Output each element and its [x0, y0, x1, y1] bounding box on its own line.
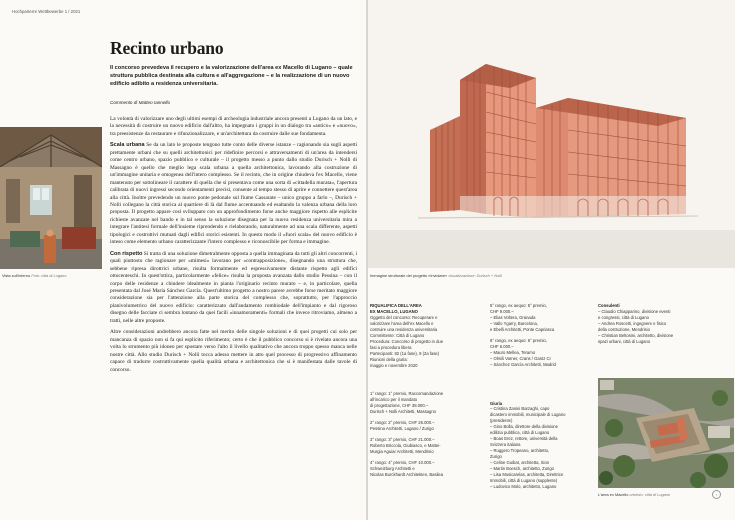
credit-line: maggio e novembre 2020 — [370, 362, 418, 368]
credit-line: Svizzera italiana — [490, 442, 521, 448]
credit-line: – Celine Guibat, architetta, Sion — [490, 460, 550, 466]
credit-line: – Vallo Ygarry, Barcelona, — [490, 320, 538, 326]
credit-line: 5° rango, ex aequo: 5° premio, — [490, 303, 547, 308]
credit-line: Schweizburg Architetti e — [370, 466, 415, 472]
credit-line: spazi urbani, città di Lugano — [598, 338, 651, 344]
credit-line: – Lisa Musicarelas, architetta, Direttrice — [490, 471, 564, 477]
credit-line: 2° rango: 2° premio, CHF 26.000.– — [370, 420, 435, 426]
credit-line: all'incarico per il mandato — [370, 397, 418, 403]
credit-line: – Elias Voltera, Granada — [490, 314, 536, 320]
credit-line: costruire una residenza universitaria — [370, 326, 438, 332]
credit-line: Riunioni della giuria: — [370, 356, 408, 362]
article-byline: Commento di Matteo Iannello — [110, 100, 171, 105]
credit-line: EX MACELLO, LUGANO — [370, 308, 418, 314]
photo-caption: Vista sull'interno Foto: città di Lugano — [2, 273, 67, 278]
body-paragraph: Scala urbana Se da un lato le proposte tengono tutte conto delle diverse istanze – ragionando sia sugli aspetti prettamente urbani che su quelli architettonici per ridefinire percorsi e attraversamenti di un'area da intendersi come centro urbano, spazio pubblico e culturale – il progetto messo a punto dallo studio Durisch + Nolli di Massagno è quello che meglio lega scala urbana a quella architettonica, lavorando alla costruzione di un'immagine unitaria e omogenea dell'intero complesso. Se il recinto, che in origine chiudeva l'ex Macello, viene mantenuto per sottolineare il carattere di quella che si presentava come una sorta di «cittadella murata», l'apertura calibrata di nuovi ingressi secondo orientamenti precisi, consente al tempo stesso di aprire e connettere quest'area alla città. Inoltre prevedendo un nuovo ponte pedonale sul fiume Cassarate – unico gruppo a farlo –, Durisch + Nolli collegano la città storica al quartiere di là dal fiume accentuando ed esaltando la valenza urbana della loro proposta. Il progetto appare così sviluppato con un approfondimento forse anche maggiore rispetto alle esplicite richieste avanzate nel bando e in tal senso la soluzione disegnata per la nuova residenza universitaria mira a integrare l'antitesi formale dell'insieme riprendendo e rielaborando, naturalmente ad una scala differente, aspetti tipologici e costruttivi mutuati dagli edifici storici esistenti. In questo modo il «fuori scala» del nuovo edificio è inteso come elemento urbano caratterizzante l'intero complesso e riconoscibile per forma e immagine. — [110, 142, 357, 246]
render-caption: Immagine strutturale del progetto «Inviolare» visualizzazione: Durisch + Nolli — [370, 273, 502, 278]
credit-line: (presidente) — [490, 418, 513, 424]
credit-line: 4° rango: 4° premio, CHF 10.000.– — [370, 460, 435, 466]
credit-line: – Ludovico Molo, architetto, Lugano — [490, 483, 557, 489]
credit-line: – Gino Bolla, direttore della divisione — [490, 424, 558, 430]
subhead: Scala urbana — [110, 142, 145, 149]
credit-line: – Boas Erez, rettore, università della — [490, 436, 558, 442]
credit-line: valorizzare l'area dell'ex Macello e — [370, 320, 434, 326]
body-paragraph: Altre considerazioni andrebbero ancora fatte nel merito delle singole soluzioni e di quei progetti cui solo per mancanza di spazio non si fa qui esplicito riferimento; certo è che il pubblico concorso si è rivelato ancora una volta lo strumento più idoneo per spostare verso l'alto il livello qualitativo che ancora troppo spesso manca nelle nostre città. Allo studio Durisch + Nolli tocca adesso mettere in atto quel processo di progressivo affinamento capace di tradurre costruttivamente quella qualità urbana e architettonica che si è manifestata dalle tavole di concorso. — [110, 329, 357, 373]
credit-line: Oggetto del concorso: Recuperare e — [370, 314, 438, 320]
credit-line: – Martin Boesch, architetto, Zurigo — [490, 466, 555, 472]
credit-line: 1° rango: 1° premio, Raccomandazione — [370, 391, 444, 397]
credit-line: Consulenti — [598, 303, 620, 308]
running-head: Hochparterre Wettbewerbe 1 / 2021 — [12, 9, 81, 14]
credit-line: Giuria — [490, 400, 503, 406]
credit-line: 6° rango, ex aequo: 6° premio, — [490, 337, 547, 343]
credit-line: Committente: Città di Lugano — [370, 332, 425, 338]
credit-line: Immobili, città di Lugano (supplente) — [490, 477, 558, 483]
credit-line: CHF 9.000.– — [490, 308, 514, 314]
interior-photo — [0, 127, 102, 269]
credit-line: – Christian Beltosini, architetto, divisione — [598, 332, 674, 338]
credit-line: e Ebelli Architetti, Ponte Capriasca — [490, 326, 555, 332]
credit-line: Partecipanti: 82 (1a fase), 9 (2a fase) — [370, 350, 440, 356]
credit-line: Murgia Aguiar Architetti, Mendrisio — [370, 449, 434, 455]
credit-line: di progettazione, CHF 38.000.– — [370, 403, 429, 409]
credit-line: fasi a procedura libera — [370, 344, 412, 350]
article-lead: Il concorso prevedeva il recupero e la valorizzazione dell'area ex Macello di Lugano – quale struttura pubblica destinata alla cultura e all'aggregazione – e la realizzazione di un nuovo edificio adibito a residenza universitaria. — [110, 65, 353, 87]
aerial-photo — [598, 378, 734, 488]
credit-line: RIQUALIFICA DELL'AREA — [370, 303, 422, 308]
credit-line: – Andrea Roscetti, ingegnere e fisico — [598, 320, 667, 326]
credit-line: – Olmili Varner, Crans / Gantz CI — [490, 355, 551, 361]
credit-line: Pessina Architetti, Lugano / Zurigo — [370, 426, 434, 432]
credit-line: Zurigo — [490, 454, 502, 460]
credit-line: CHF 6.000.– — [490, 343, 514, 349]
body-paragraph: Con rispetto Si tratta di una soluzione dimetralmente opposta a quella immaginata da tutti gli altri concorrenti, i quali piuttosto che ragionare per «mimesi» lavorano per «contrapposizione», disegnando una struttura che, sebbene ripresa dirottrici urbane, risulta formalmente ed espressivamente distante rispetto agli edifici ottocenteschi. In quest'ottica, particolarmente «felice» risulta la proposta avanzata dallo studio Pessina – con il corpo delle residenze a chiudere idealmente in pianta l'originario recinto murato – e, in particolare, quella presentata dal José María Sánchez García. Quest'ultimo progetto a nostro parere avrebbe forse meritato maggiore considerazione sia per l'attenzione alla parte storica del complesso che, soprattutto, per l'approccio planivolumetrico del nuovo edificio: caratterizzato dall'andamento rombiodale dell'impianto e dal rigoroso disegno delle facciate ci sembra lontano da quei facili «innamoramenti» formali che invece ritroviamo, almeno a tratti, nelle altre proposte. — [110, 250, 357, 324]
credit-line: Procedura: Concorso di progetto in due — [370, 338, 444, 344]
next-page-icon: › — [712, 490, 721, 499]
credit-line: – Claudio Chiapparino, divisione eventi — [598, 308, 671, 314]
credit-line: 3° rango: 3° premio, CHF 21.000.– — [370, 437, 435, 443]
credit-line: – Sánchez García Architetti, Madrid — [490, 361, 556, 367]
left-page — [0, 0, 366, 520]
article-title: Recinto urbano — [110, 38, 224, 58]
credits-column-2 — [490, 303, 595, 490]
credit-line: – Mauro Mellea, Teramo — [490, 349, 536, 355]
body-paragraph: La volontà di valorizzare uno degli ultimi esempi di archeologia industriale ancora presenti a Lugano da un lato, e la necessità di costruire un nuovo edificio dall'altro, ha impegnato i gruppi in un dialogo tra «antico» e «nuovo», tra preesistenze da restaurare e rifunzionalizzare, e un'architettura da costruire dalle sue fondamenta. — [110, 116, 357, 137]
subhead: Con rispetto — [110, 250, 143, 257]
credit-line: – Ruggero Tropeano, architetto, — [490, 448, 550, 454]
credit-line: dicastero immobili, municipale di Lugano — [490, 412, 566, 418]
credits-column-1 — [370, 303, 485, 478]
credit-line: e congressi, città di Lugano — [598, 314, 649, 320]
credit-line: edilizia pubblica, città di Lugano — [490, 430, 550, 436]
credit-line: Roberto Briccola, Giubiasco, e Mattei- — [370, 443, 441, 449]
credit-line: Nicolas Burckhardt Architekten, Basilea — [370, 471, 444, 477]
credit-line: della costruzione, Mendrisio — [598, 326, 650, 332]
article-body — [110, 116, 357, 378]
project-render — [368, 0, 735, 268]
right-page — [368, 0, 735, 520]
credits-column-3 — [598, 303, 728, 345]
credit-line: Durisch + Nolli Architetti, Massagno — [370, 409, 436, 415]
credit-line: – Cristina Zanini Barzaghi, capo — [490, 406, 550, 412]
aerial-caption: L'area ex Macello ortofoto: città di Lugano — [598, 492, 671, 497]
